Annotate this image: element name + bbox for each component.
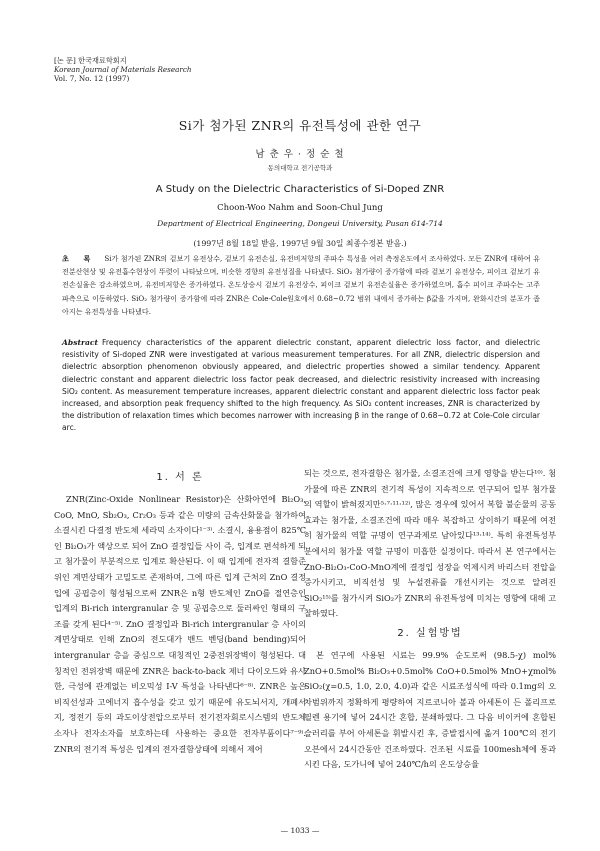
left-column (54, 466, 306, 757)
title-korean: Si가 첨가된 ZNR의 유전특성에 관한 연구 (178, 118, 422, 133)
section-1-paragraph: ZNR(Zinc-Oxide Nonlinear Resistor)은 산화아연에 Bi₂O₃, CoO, MnO, Sb₂O₃, Cr₂O₃ 등과 같은 미량의 금속산화물을 첨가하여 소결시킨 다결정 반도체 세라믹 소자이다¹⁻³⁾. 소결시, 융용점이 825℃인 Bi₂O₃가 액상으로 되어 ZnO 결정입들 사이 즉, 입계로 편석하게 되고 첨가물이 부분적으로 입계로 확산된다. 이 때 입계에 전자적 결함준위인 계면상태가 고밀도로 존재하며, 그에 따른 입계 근처의 ZnO 결정입에 공핍층이 형성됨으로써 ZNR은 n형 반도체인 ZnO를 절연층인 입계의 Bi-rich intergranular 층 및 공핍층으로 둘러싸인 형태의 구조를 갖게 된다⁴⁻⁵⁾. ZnO 결정입과 Bi-rich intergranular 층 사이의 계면상태로 인해 ZnO의 전도대가 밴드 벤딩(band bending)되어 intergranular 층을 중심으로 대칭적인 2중전위장벽이 형성된다. 대칭적인 전위장벽 때문에 ZNR은 back-to-back 제너 다이오드와 유사한, 극성에 관계없는 비오믹성 I-V 특성을 나타낸다⁶⁻⁸⁾. ZNR은 높은 비직선성과 고에너지 흡수성을 갖고 있기 때문에 유도뇌서지, 개폐서지, 정전기 등의 과도이상전압으로부터 전기전자회로시스템의 반도체소자나 전자소자를 보호하는데 사용하는 중요한 전자부품이다⁷⁻⁹⁾. ZNR의 전기적 특성은 입계의 전자결함상태에 의해서 제어 (54, 494, 306, 754)
abstract-korean (62, 252, 540, 318)
journal-line-2: Korean Journal of Materials Research (54, 65, 192, 74)
right-column (304, 466, 556, 773)
affiliation-korean: 동의대학교 전기공학과 (267, 164, 333, 172)
page-number: — 1033 — (280, 826, 320, 835)
section-2-heading: 2. 실험방법 (397, 627, 463, 639)
title-english: A Study on the Dielectric Characteristics of Si-Doped ZNR (155, 184, 445, 195)
abstract-english-label: Abstract (62, 338, 99, 347)
abstract-english (62, 337, 540, 435)
affiliation-english: Department of Electrical Engineering, Dongeui University, Pusan 614-714 (157, 219, 443, 228)
abstract-english-text: Frequency characteristics of the apparent dielectric constant, apparent dielectric loss factor, and dielectric resistivity of Si-doped ZNR were investigated at various measurement temperatures. For all ZNR, dielectric dispersion and dielectric absorption phenomenon obviously appeared, and dielectric properties showed a similar tendency. Apparent dielectric constant and apparent dielectric loss factor peak decreased, and dielectric resistivity increased with increasing SiO₂ content. As measurement temperature increases, apparent dielectric constant and apparent dielectric loss factor peak increased, and absorption peak frequency shifted to the high frequency. As SiO₂ content increases, ZNR is characterized by the distribution of relaxation times which becomes narrower with increasing β in the range of 0.68~0.72 at Cole-Cole circular arc. (62, 338, 540, 433)
abstract-korean-text: Si가 첨가된 ZNR의 겉보기 유전상수, 겉보기 유전손실, 유전비저항의 주파수 특성을 여러 측정온도에서 조사하였다. 모든 ZNR에 대하여 유전분산현상 및 유전흡수현상이 뚜렷이 나타났으며, 비슷한 경향의 유전성질을 나타냈다. SiO₂ 첨가량이 증가함에 따라 겉보기 유전상수, 피이크 겉보기 유전손실율은 감소하였으며, 유전비저항은 증가하였다. 온도상승시 겉보기 유전상수, 피이크 겉보기 유전손실율은 증가하였으며, 흡수 피이크 주파수는 고주파측으로 이동하였다. SiO₂ 첨가량이 증가함에 따라 ZNR은 Cole-Cole원호에서 0.68~0.72 범위 내에서 증가하는 β값을 가지며, 완화시간의 분포가 좁아지는 유전특성을 나타냈다. (62, 254, 540, 316)
authors-korean: 남 춘 우 · 정 순 철 (255, 149, 345, 160)
received-dates: (1997년 8월 18일 받음, 1997년 9월 30일 최종수정본 받음.) (193, 239, 407, 248)
journal-header (54, 56, 192, 83)
abstract-korean-label: 초 록 (62, 254, 97, 263)
authors-english: Choon-Woo Nahm and Soon-Chul Jung (217, 203, 383, 213)
section-1-heading: 1. 서 론 (156, 472, 204, 483)
journal-line-3: Vol. 7, No. 12 (1997) (54, 74, 130, 83)
section-1-continuation: 되는 것으로, 전자결함은 첨가물, 소결조건에 크게 영향을 받는다¹⁰⁾. 첨가물에 따른 ZNR의 전기적 특성이 지속적으로 연구되어 일부 첨가물의 역할이 밝혀졌지만⁵·⁷·¹¹·¹²⁾, 많은 경우에 있어서 복합 불순물의 공동효과는 첨가물, 소결조건에 따라 매우 복잡하고 상이하기 때문에 여전히 첨가물의 역할 규명이 연구과제로 남아있다¹³·¹⁴⁾. 특히 유전특성부분에서의 첨가물 역할 규명이 미흡한 실정이다. 따라서 본 연구에서는 ZnO-Bi₂O₃-CoO-MnO계에 결정입 성장을 억제시켜 바리스터 전압을 증가시키고, 비직선성 및 누설전류를 개선시키는 것으로 알려진 SiO₂¹⁵⁾를 첨가시켜 SiO₂가 ZNR의 유전특성에 미치는 영향에 대해 고찰하였다. (304, 468, 556, 619)
journal-line-1: [논 문] 한국재료학회지 (54, 56, 127, 65)
section-2-paragraph: 본 연구에 사용된 시료는 99.9% 순도로써 (98.5-χ) mol% ZnO+0.5mol% Bi₂O₃+0.5mol% CoO+0.5mol% MnO+χmol% SiO₂(χ=0.5, 1.0, 2.0, 4.0)과 같은 시료조성식에 따라 0.1mg의 오차범위까지 정확하게 평량하여 지르코니아 볼과 아세톤이 든 폴리프로필렌 용기에 넣어 24시간 혼합, 분쇄하였다. 그 다음 비이커에 혼합된 슬러리를 부어 아세톤을 휘발시킨 후, 증발접시에 옮겨 100℃의 전기오븐에서 24시간동안 건조하였다. 건조된 시료를 100mesh체에 통과시킨 다음, 도가니에 넣어 240℃/h의 온도상승율 (304, 649, 556, 770)
